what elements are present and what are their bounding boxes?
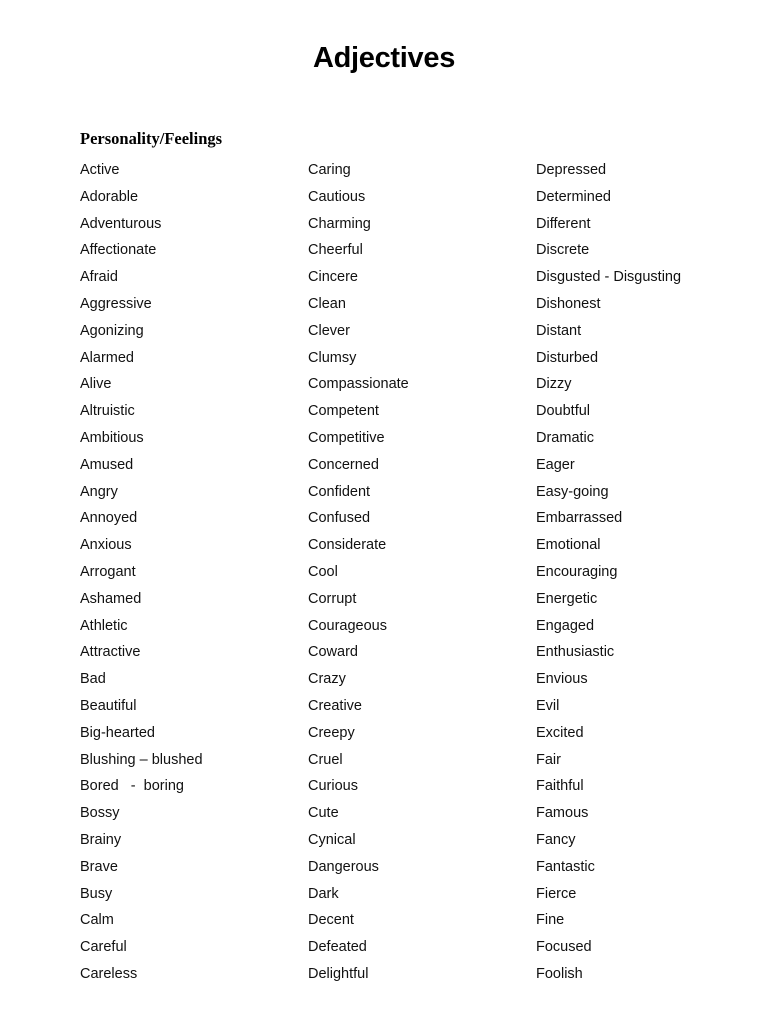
adjective-item: Dishonest [536, 295, 601, 312]
adjective-item: Dizzy [536, 376, 572, 393]
adjective-item: Fine [536, 912, 565, 929]
adjective-item: Cool [308, 563, 338, 580]
adjective-item: Athletic [80, 617, 128, 634]
adjective-column-3 [536, 157, 681, 988]
adjective-item: Encouraging [536, 563, 618, 580]
adjective-item: Cynical [308, 831, 356, 848]
adjective-item: Afraid [80, 269, 118, 286]
adjective-item: Dramatic [536, 429, 595, 446]
adjective-item: Ashamed [80, 590, 142, 607]
adjective-item: Aggressive [80, 295, 152, 312]
adjective-item: Caring [308, 162, 351, 178]
adjective-column-1 [80, 157, 203, 988]
adjective-item: Fair [536, 751, 561, 768]
adjective-item: Disturbed [536, 349, 599, 366]
adjective-item: Clever [308, 322, 350, 339]
adjective-item: Creative [308, 697, 362, 714]
page-title: Adjectives [312, 42, 456, 74]
adjective-item: Courageous [308, 617, 387, 634]
adjective-item: Careful [80, 939, 127, 956]
adjective-item: Distant [536, 322, 582, 339]
adjective-item: Blushing – blushed [80, 751, 203, 768]
adjective-item: Alarmed [80, 349, 134, 366]
adjective-item: Ambitious [80, 429, 144, 446]
adjective-item: Clean [308, 295, 346, 312]
section-heading: Personality/Feelings [80, 129, 223, 148]
adjective-item: Annoyed [80, 510, 138, 527]
adjective-item: Discrete [536, 242, 590, 259]
adjective-item: Arrogant [80, 563, 136, 580]
adjective-item: Determined [536, 188, 611, 205]
adjective-item: Calm [80, 912, 114, 929]
adjective-columns [80, 157, 740, 997]
adjective-item: Careless [80, 965, 138, 982]
adjective-item: Delightful [308, 965, 369, 982]
adjective-item: Faithful [536, 778, 584, 795]
adjective-item: Brainy [80, 831, 122, 848]
adjective-item: Brave [80, 858, 118, 875]
adjective-item: Angry [80, 483, 118, 500]
adjective-item: Evil [536, 697, 560, 714]
adjective-item: Adorable [80, 188, 139, 205]
adjective-item: Fierce [536, 885, 577, 902]
adjective-item: Different [536, 215, 591, 232]
adjective-item: Affectionate [80, 242, 157, 259]
adjective-item: Energetic [536, 590, 598, 607]
adjective-item: Charming [308, 215, 371, 232]
adjective-item: Competitive [308, 429, 385, 446]
adjective-item: Confused [308, 510, 371, 527]
adjective-item: Eager [536, 456, 575, 473]
adjective-item: Engaged [536, 617, 595, 634]
adjective-item: Attractive [80, 644, 141, 661]
adjective-item: Doubtful [536, 403, 591, 420]
adjective-item: Cute [308, 805, 339, 822]
adjective-item: Amused [80, 456, 134, 473]
adjective-item: Beautiful [80, 697, 137, 714]
adjective-item: Active [80, 162, 120, 178]
adjective-item: Considerate [308, 537, 387, 554]
adjective-item: Creepy [308, 724, 355, 741]
adjective-item: Crazy [308, 671, 346, 688]
adjective-item: Cheerful [308, 242, 363, 259]
adjective-item: Alive [80, 376, 112, 393]
adjective-item: Curious [308, 778, 358, 795]
adjective-item: Altruistic [80, 403, 135, 420]
adjective-item: Compassionate [308, 376, 409, 393]
adjective-item: Busy [80, 885, 113, 902]
adjective-item: Cautious [308, 188, 366, 205]
adjective-item: Cruel [308, 751, 343, 768]
adjective-item: Bored - boring [80, 778, 184, 795]
adjective-item: Easy-going [536, 483, 609, 500]
adjective-item: Embarrassed [536, 510, 623, 527]
adjective-item: Big-hearted [80, 724, 155, 741]
adjective-item: Depressed [536, 162, 607, 178]
adjective-item: Corrupt [308, 590, 357, 607]
adjective-item: Defeated [308, 939, 367, 956]
adjective-item: Bad [80, 671, 106, 688]
adjective-item: Confident [308, 483, 371, 500]
adjective-item: Emotional [536, 537, 601, 554]
adjective-item: Foolish [536, 965, 583, 982]
adjective-item: Envious [536, 671, 588, 688]
adjective-item: Anxious [80, 537, 132, 554]
adjective-item: Bossy [80, 805, 120, 822]
adjective-item: Dangerous [308, 858, 379, 875]
adjective-item: Dark [308, 885, 339, 902]
adjective-item: Adventurous [80, 215, 162, 232]
adjective-item: Fantastic [536, 858, 595, 875]
adjective-item: Cincere [308, 269, 358, 286]
adjective-item: Decent [308, 912, 354, 929]
adjective-item: Excited [536, 724, 584, 741]
adjective-item: Concerned [308, 456, 379, 473]
adjective-item: Famous [536, 805, 589, 822]
adjective-item: Enthusiastic [536, 644, 615, 661]
adjective-item: Focused [536, 939, 592, 956]
adjective-item: Competent [308, 403, 379, 420]
adjective-item: Disgusted - Disgusting [536, 269, 682, 286]
adjective-item: Agonizing [80, 322, 144, 339]
adjective-item: Clumsy [308, 349, 357, 366]
adjective-item: Coward [308, 644, 358, 661]
adjective-column-2 [308, 157, 409, 988]
adjective-item: Fancy [536, 831, 576, 848]
